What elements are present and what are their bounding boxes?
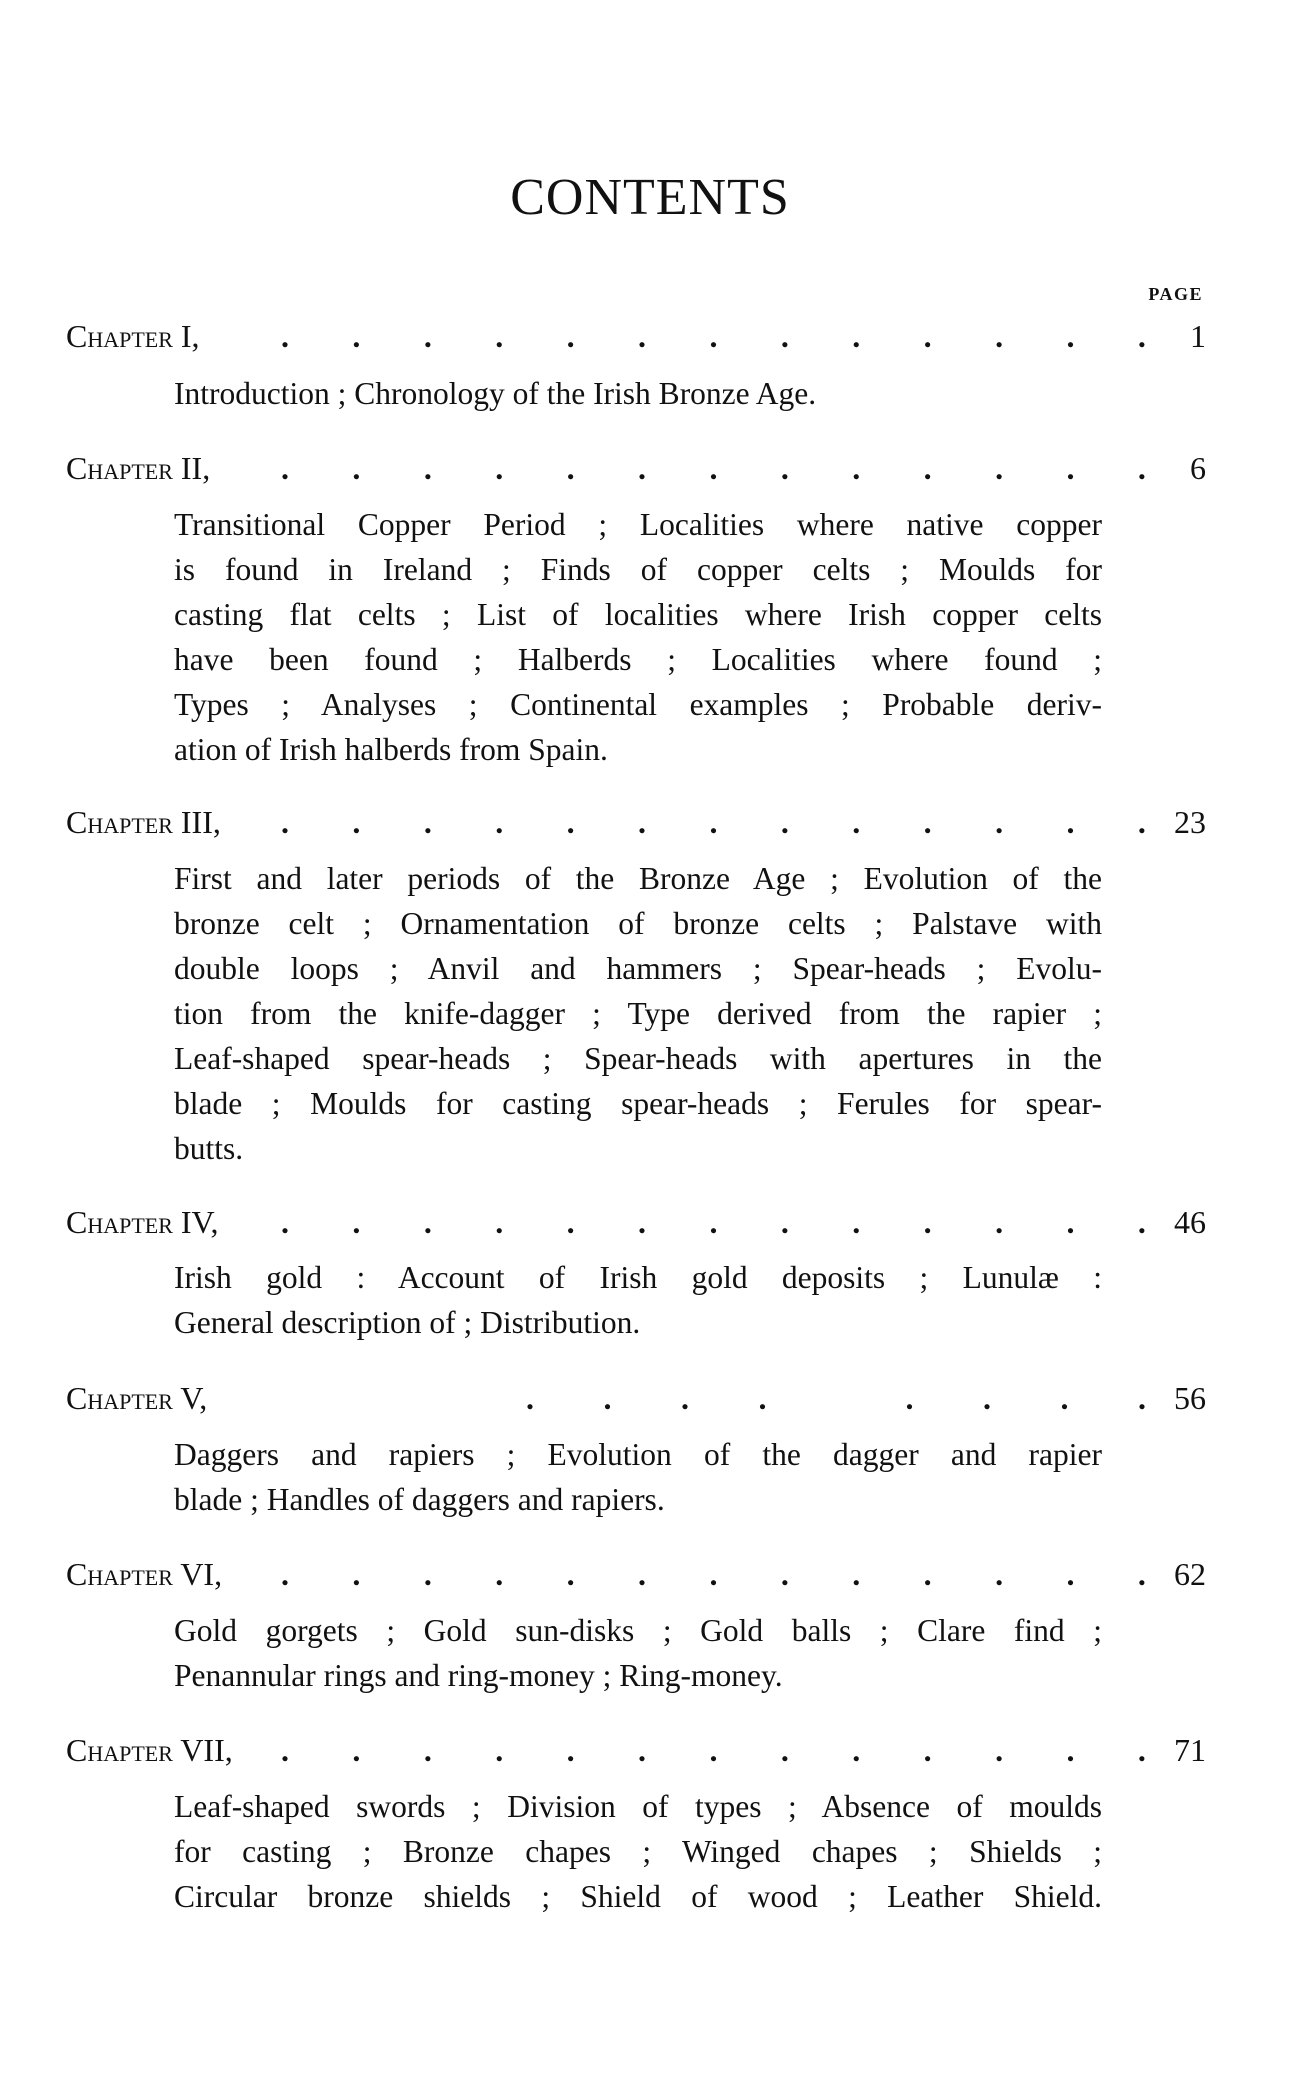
chapter-label: Chapter VI, — [66, 1556, 223, 1592]
chapter-summary — [174, 502, 1102, 772]
dot-leader: . . . . . . . . — [526, 1380, 1146, 1416]
chapter-label: Chapter III, — [66, 804, 221, 840]
chapter-label: Chapter II, — [66, 450, 211, 486]
summary-line: First and later periods of the Bronze Age ; Evolution of the — [174, 861, 1102, 896]
summary-line: Irish gold : Account of Irish gold deposits ; Lunulæ : — [174, 1260, 1102, 1295]
chapter-page-number: 23 — [1174, 804, 1206, 840]
chapter-page-number: 46 — [1174, 1204, 1206, 1240]
dot-leader: . . . . . . . . . . . . . — [281, 1204, 1146, 1240]
chapter-page-number: 6 — [1190, 450, 1206, 486]
chapter-summary — [174, 1255, 1102, 1345]
summary-line: Types ; Analyses ; Continental examples ; Probable deriv- — [174, 687, 1102, 722]
chapter-page-number: 71 — [1174, 1732, 1206, 1768]
chapter-entry — [66, 1552, 1206, 1596]
chapter-summary — [174, 1784, 1102, 1919]
chapter-entry — [66, 446, 1206, 490]
dot-leader: . . . . . . . . . . . . . — [281, 318, 1146, 354]
chapter-page-number: 1 — [1190, 318, 1206, 354]
dot-leader: . . . . . . . . . . . . . — [281, 804, 1146, 840]
summary-line: General description of ; Distribution. — [174, 1305, 641, 1340]
summary-line: ation of Irish halberds from Spain. — [174, 732, 608, 767]
summary-line: have been found ; Halberds ; Localities where found ; — [174, 642, 1102, 677]
summary-line: double loops ; Anvil and hammers ; Spear-heads ; Evolu- — [174, 951, 1102, 986]
summary-line: is found in Ireland ; Finds of copper celts ; Moulds for — [174, 552, 1102, 587]
chapter-entry — [66, 314, 1206, 358]
summary-line: casting flat celts ; List of localities where Irish copper celts — [174, 597, 1102, 632]
summary-line: Introduction ; Chronology of the Irish Bronze Age. — [174, 376, 817, 411]
chapter-label: Chapter I, — [66, 318, 200, 354]
summary-line: Circular bronze shields ; Shield of wood ; Leather Shield. — [174, 1879, 1102, 1914]
chapter-label: Chapter IV, — [66, 1204, 219, 1240]
chapter-entry — [66, 1728, 1206, 1772]
summary-line: Gold gorgets ; Gold sun-disks ; Gold balls ; Clare find ; — [174, 1613, 1102, 1648]
chapter-label: Chapter V, — [66, 1380, 208, 1416]
summary-line: for casting ; Bronze chapes ; Winged chapes ; Shields ; — [174, 1834, 1102, 1869]
dot-leader: . . . . . . . . . . . . . — [281, 1732, 1146, 1768]
summary-line: Transitional Copper Period ; Localities where native copper — [174, 507, 1102, 542]
summary-line: Leaf-shaped swords ; Division of types ; Absence of moulds — [174, 1789, 1102, 1824]
dot-leader: . . . . . . . . . . . . . — [281, 450, 1146, 486]
summary-line: butts. — [174, 1131, 244, 1166]
chapter-page-number: 62 — [1174, 1556, 1206, 1592]
chapter-entry — [66, 1376, 1206, 1420]
page-column-label: PAGE — [1148, 284, 1203, 304]
summary-line: Daggers and rapiers ; Evolution of the dagger and rapier — [174, 1437, 1102, 1472]
summary-line: Penannular rings and ring-money ; Ring-money. — [174, 1658, 783, 1693]
summary-line: bronze celt ; Ornamentation of bronze celts ; Palstave with — [174, 906, 1102, 941]
summary-line: tion from the knife-dagger ; Type derived from the rapier ; — [174, 996, 1102, 1031]
chapter-summary — [174, 856, 1102, 1171]
chapter-summary — [174, 1608, 1102, 1698]
chapter-entry — [66, 800, 1206, 844]
chapter-entry — [66, 1200, 1206, 1244]
summary-line: blade ; Handles of daggers and rapiers. — [174, 1482, 665, 1517]
chapter-page-number: 56 — [1174, 1380, 1206, 1416]
summary-line: blade ; Moulds for casting spear-heads ; Ferules for spear- — [174, 1086, 1102, 1121]
page-title: CONTENTS — [510, 169, 790, 226]
chapter-summary — [174, 371, 1102, 416]
dot-leader: . . . . . . . . . . . . . — [281, 1556, 1146, 1592]
summary-line: Leaf-shaped spear-heads ; Spear-heads with apertures in the — [174, 1041, 1102, 1076]
chapter-summary — [174, 1432, 1102, 1522]
chapter-label: Chapter VII, — [66, 1732, 233, 1768]
